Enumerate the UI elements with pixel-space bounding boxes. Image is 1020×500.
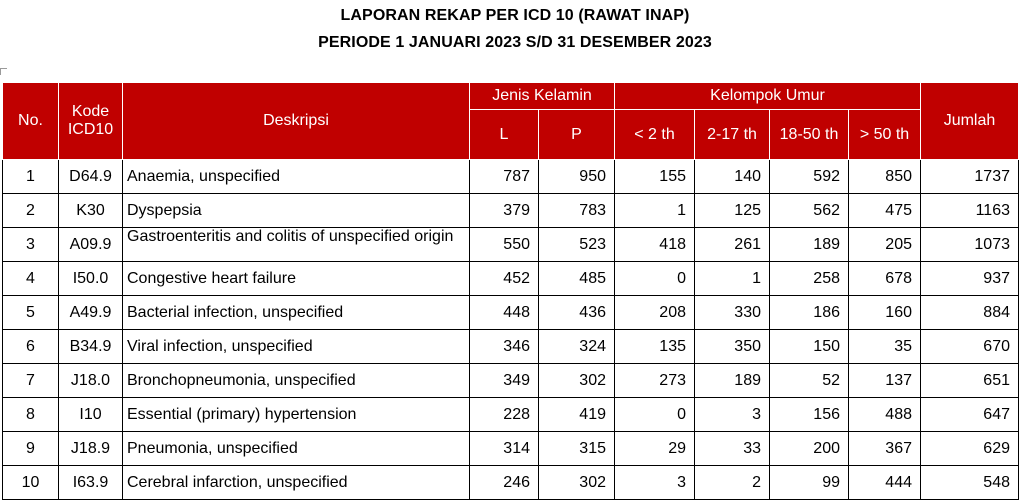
header-age-gt50: > 50 th bbox=[849, 110, 921, 160]
cell-age-18-50: 186 bbox=[770, 296, 849, 330]
cell-p: 523 bbox=[539, 228, 615, 262]
cell-age-gt50: 444 bbox=[849, 466, 921, 500]
cell-p: 419 bbox=[539, 398, 615, 432]
cell-p: 324 bbox=[539, 330, 615, 364]
cell-deskripsi: Bronchopneumonia, unspecified bbox=[123, 364, 470, 398]
cell-age-lt2: 418 bbox=[615, 228, 695, 262]
cell-age-gt50: 475 bbox=[849, 194, 921, 228]
cell-age-18-50: 258 bbox=[770, 262, 849, 296]
cell-age-gt50: 488 bbox=[849, 398, 921, 432]
cell-no: 10 bbox=[3, 466, 59, 500]
cell-no: 1 bbox=[3, 160, 59, 194]
cell-no: 9 bbox=[3, 432, 59, 466]
cell-p: 783 bbox=[539, 194, 615, 228]
table-row bbox=[3, 160, 1019, 194]
cell-deskripsi: Gastroenteritis and colitis of unspecified origin bbox=[123, 228, 470, 262]
cell-jumlah: 1737 bbox=[921, 160, 1019, 194]
cell-age-2-17: 125 bbox=[695, 194, 770, 228]
cell-l: 346 bbox=[470, 330, 539, 364]
cell-no: 4 bbox=[3, 262, 59, 296]
cell-age-18-50: 189 bbox=[770, 228, 849, 262]
cell-age-lt2: 0 bbox=[615, 398, 695, 432]
cell-jumlah: 548 bbox=[921, 466, 1019, 500]
table-row bbox=[3, 398, 1019, 432]
cell-age-lt2: 273 bbox=[615, 364, 695, 398]
cell-age-gt50: 137 bbox=[849, 364, 921, 398]
header-kode bbox=[59, 83, 123, 160]
cell-age-2-17: 1 bbox=[695, 262, 770, 296]
header-deskripsi: Deskripsi bbox=[123, 83, 470, 160]
cell-kode: I50.0 bbox=[59, 262, 123, 296]
cell-age-2-17: 330 bbox=[695, 296, 770, 330]
cell-age-lt2: 29 bbox=[615, 432, 695, 466]
cell-kode: D64.9 bbox=[59, 160, 123, 194]
cell-kode: I10 bbox=[59, 398, 123, 432]
cell-jumlah: 1163 bbox=[921, 194, 1019, 228]
cell-age-18-50: 99 bbox=[770, 466, 849, 500]
cell-l: 228 bbox=[470, 398, 539, 432]
cell-age-2-17: 3 bbox=[695, 398, 770, 432]
cell-deskripsi: Bacterial infection, unspecified bbox=[123, 296, 470, 330]
cell-jumlah: 884 bbox=[921, 296, 1019, 330]
cell-l: 448 bbox=[470, 296, 539, 330]
cell-age-gt50: 160 bbox=[849, 296, 921, 330]
cell-age-gt50: 367 bbox=[849, 432, 921, 466]
header-jenis-kelamin: Jenis Kelamin bbox=[470, 83, 615, 110]
cell-age-2-17: 350 bbox=[695, 330, 770, 364]
cell-age-2-17: 261 bbox=[695, 228, 770, 262]
cell-l: 314 bbox=[470, 432, 539, 466]
cell-age-18-50: 562 bbox=[770, 194, 849, 228]
cell-jumlah: 629 bbox=[921, 432, 1019, 466]
cell-no: 6 bbox=[3, 330, 59, 364]
cell-age-lt2: 155 bbox=[615, 160, 695, 194]
cell-age-lt2: 1 bbox=[615, 194, 695, 228]
cell-age-2-17: 140 bbox=[695, 160, 770, 194]
cell-kode: K30 bbox=[59, 194, 123, 228]
cell-kode: J18.9 bbox=[59, 432, 123, 466]
cell-l: 452 bbox=[470, 262, 539, 296]
cell-deskripsi: Congestive heart failure bbox=[123, 262, 470, 296]
header-kode-line2: ICD10 bbox=[67, 121, 114, 138]
cell-age-2-17: 2 bbox=[695, 466, 770, 500]
cell-age-18-50: 200 bbox=[770, 432, 849, 466]
cell-no: 2 bbox=[3, 194, 59, 228]
cell-no: 7 bbox=[3, 364, 59, 398]
cell-l: 349 bbox=[470, 364, 539, 398]
cell-jumlah: 651 bbox=[921, 364, 1019, 398]
report-title: LAPORAN REKAP PER ICD 10 (RAWAT INAP) bbox=[340, 7, 690, 24]
cell-age-lt2: 3 bbox=[615, 466, 695, 500]
header-age-lt2: < 2 th bbox=[615, 110, 695, 160]
cell-deskripsi: Pneumonia, unspecified bbox=[123, 432, 470, 466]
cell-l: 550 bbox=[470, 228, 539, 262]
cell-l: 246 bbox=[470, 466, 539, 500]
cell-jumlah: 647 bbox=[921, 398, 1019, 432]
cell-age-18-50: 156 bbox=[770, 398, 849, 432]
cell-deskripsi: Essential (primary) hypertension bbox=[123, 398, 470, 432]
report-period: PERIODE 1 JANUARI 2023 S/D 31 DESEMBER 2023 bbox=[318, 34, 712, 51]
cell-p: 315 bbox=[539, 432, 615, 466]
cell-jumlah: 937 bbox=[921, 262, 1019, 296]
header-age-2-17: 2-17 th bbox=[695, 110, 770, 160]
table-row bbox=[3, 228, 1019, 262]
cell-p: 436 bbox=[539, 296, 615, 330]
cell-age-gt50: 850 bbox=[849, 160, 921, 194]
cell-age-gt50: 205 bbox=[849, 228, 921, 262]
cell-no: 3 bbox=[3, 228, 59, 262]
icd10-report-table bbox=[2, 82, 1019, 500]
table-row bbox=[3, 296, 1019, 330]
cell-age-18-50: 52 bbox=[770, 364, 849, 398]
cell-age-2-17: 33 bbox=[695, 432, 770, 466]
header-kelompok-umur: Kelompok Umur bbox=[615, 83, 921, 110]
cell-no: 8 bbox=[3, 398, 59, 432]
cell-age-lt2: 135 bbox=[615, 330, 695, 364]
cell-deskripsi: Anaemia, unspecified bbox=[123, 160, 470, 194]
cell-deskripsi: Dyspepsia bbox=[123, 194, 470, 228]
cell-age-2-17: 189 bbox=[695, 364, 770, 398]
cell-p: 950 bbox=[539, 160, 615, 194]
header-jumlah: Jumlah bbox=[921, 83, 1019, 160]
sheet-corner bbox=[0, 68, 7, 75]
header-age-18-50: 18-50 th bbox=[770, 110, 849, 160]
table-row bbox=[3, 262, 1019, 296]
cell-kode: A49.9 bbox=[59, 296, 123, 330]
cell-age-gt50: 35 bbox=[849, 330, 921, 364]
cell-deskripsi: Cerebral infarction, unspecified bbox=[123, 466, 470, 500]
cell-kode: B34.9 bbox=[59, 330, 123, 364]
header-no: No. bbox=[3, 83, 59, 160]
table-row bbox=[3, 466, 1019, 500]
cell-jumlah: 1073 bbox=[921, 228, 1019, 262]
cell-age-18-50: 150 bbox=[770, 330, 849, 364]
cell-kode: J18.0 bbox=[59, 364, 123, 398]
table-row bbox=[3, 330, 1019, 364]
header-p: P bbox=[539, 110, 615, 160]
cell-age-gt50: 678 bbox=[849, 262, 921, 296]
cell-p: 302 bbox=[539, 364, 615, 398]
cell-p: 485 bbox=[539, 262, 615, 296]
cell-l: 379 bbox=[470, 194, 539, 228]
cell-deskripsi: Viral infection, unspecified bbox=[123, 330, 470, 364]
cell-l: 787 bbox=[470, 160, 539, 194]
cell-jumlah: 670 bbox=[921, 330, 1019, 364]
cell-kode: I63.9 bbox=[59, 466, 123, 500]
cell-kode: A09.9 bbox=[59, 228, 123, 262]
table-row bbox=[3, 432, 1019, 466]
cell-p: 302 bbox=[539, 466, 615, 500]
header-kode-line1: Kode bbox=[71, 103, 110, 120]
cell-age-lt2: 0 bbox=[615, 262, 695, 296]
table-row bbox=[3, 364, 1019, 398]
cell-age-18-50: 592 bbox=[770, 160, 849, 194]
cell-age-lt2: 208 bbox=[615, 296, 695, 330]
header-l: L bbox=[470, 110, 539, 160]
table-row bbox=[3, 194, 1019, 228]
cell-no: 5 bbox=[3, 296, 59, 330]
